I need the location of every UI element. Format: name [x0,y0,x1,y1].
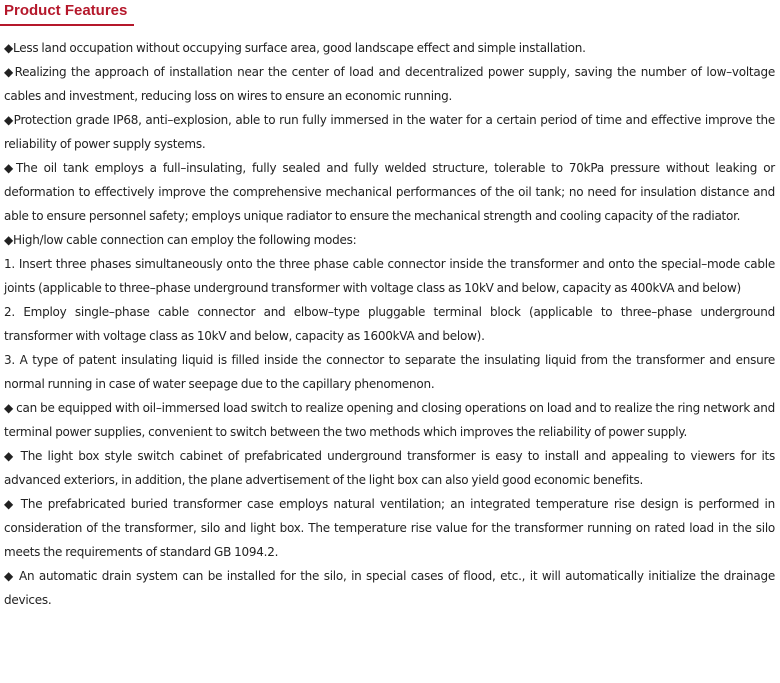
feature-paragraph: 2. Employ single–phase cable connector and elbow–type pluggable terminal block (applicable to three–phase underground transformer with voltage class as 10kV and below, capacity as 1600kVA and below). [4,305,775,343]
section-title: Product Features [4,2,128,19]
feature-paragraph: ◆ can be equipped with oil–immersed load switch to realize opening and closing operations on load and to realize the ring network and terminal power supplies, convenient to switch between the two methods which improves the reliability of power supply. [4,401,775,439]
feature-paragraph: 3. A type of patent insulating liquid is filled inside the connector to separate the insulating liquid from the transformer and ensure normal running in case of water seepage due to the capillary phenomenon. [4,353,775,391]
feature-paragraph: ◆Realizing the approach of installation near the center of load and decentralized power supply, saving the number of low–voltage cables and investment, reducing loss on wires to ensure an economic running. [4,65,775,103]
feature-paragraph: ◆Less land occupation without occupying surface area, good landscape effect and simple installation. [4,41,586,55]
features-list [4,36,775,612]
feature-paragraph: 1. Insert three phases simultaneously onto the three phase cable connector inside the transformer and onto the special–mode cable joints (applicable to three–phase underground transformer with voltage class as 10kV and below, capacity as 400kVA and below) [4,257,775,295]
title-underline [0,24,134,26]
feature-paragraph: ◆ An automatic drain system can be installed for the silo, in special cases of flood, etc., it will automatically initialize the drainage devices. [4,569,775,607]
feature-paragraph: ◆High/low cable connection can employ the following modes: [4,233,357,247]
feature-paragraph: ◆ The light box style switch cabinet of prefabricated underground transformer is easy to install and appealing to viewers for its advanced exteriors, in addition, the plane advertisement of the light box can also yield good economic benefits. [4,449,775,487]
feature-paragraph: ◆ The prefabricated buried transformer case employs natural ventilation; an integrated temperature rise design is performed in consideration of the transformer, silo and light box. The temperature rise value for the transformer running on rated load in the silo meets the requirements of standard GB 1094.2. [4,497,775,559]
section-header [0,0,780,26]
feature-paragraph: ◆Protection grade IP68, anti–explosion, able to run fully immersed in the water for a certain period of time and effective improve the reliability of power supply systems. [4,113,775,151]
feature-paragraph: ◆The oil tank employs a full–insulating, fully sealed and fully welded structure, tolerable to 70kPa pressure without leaking or deformation to effectively improve the comprehensive mechanical performances of the oil tank; no need for insulation distance and able to ensure personnel safety; employs unique radiator to ensure the mechanical strength and cooling capacity of the radiator. [4,161,775,223]
